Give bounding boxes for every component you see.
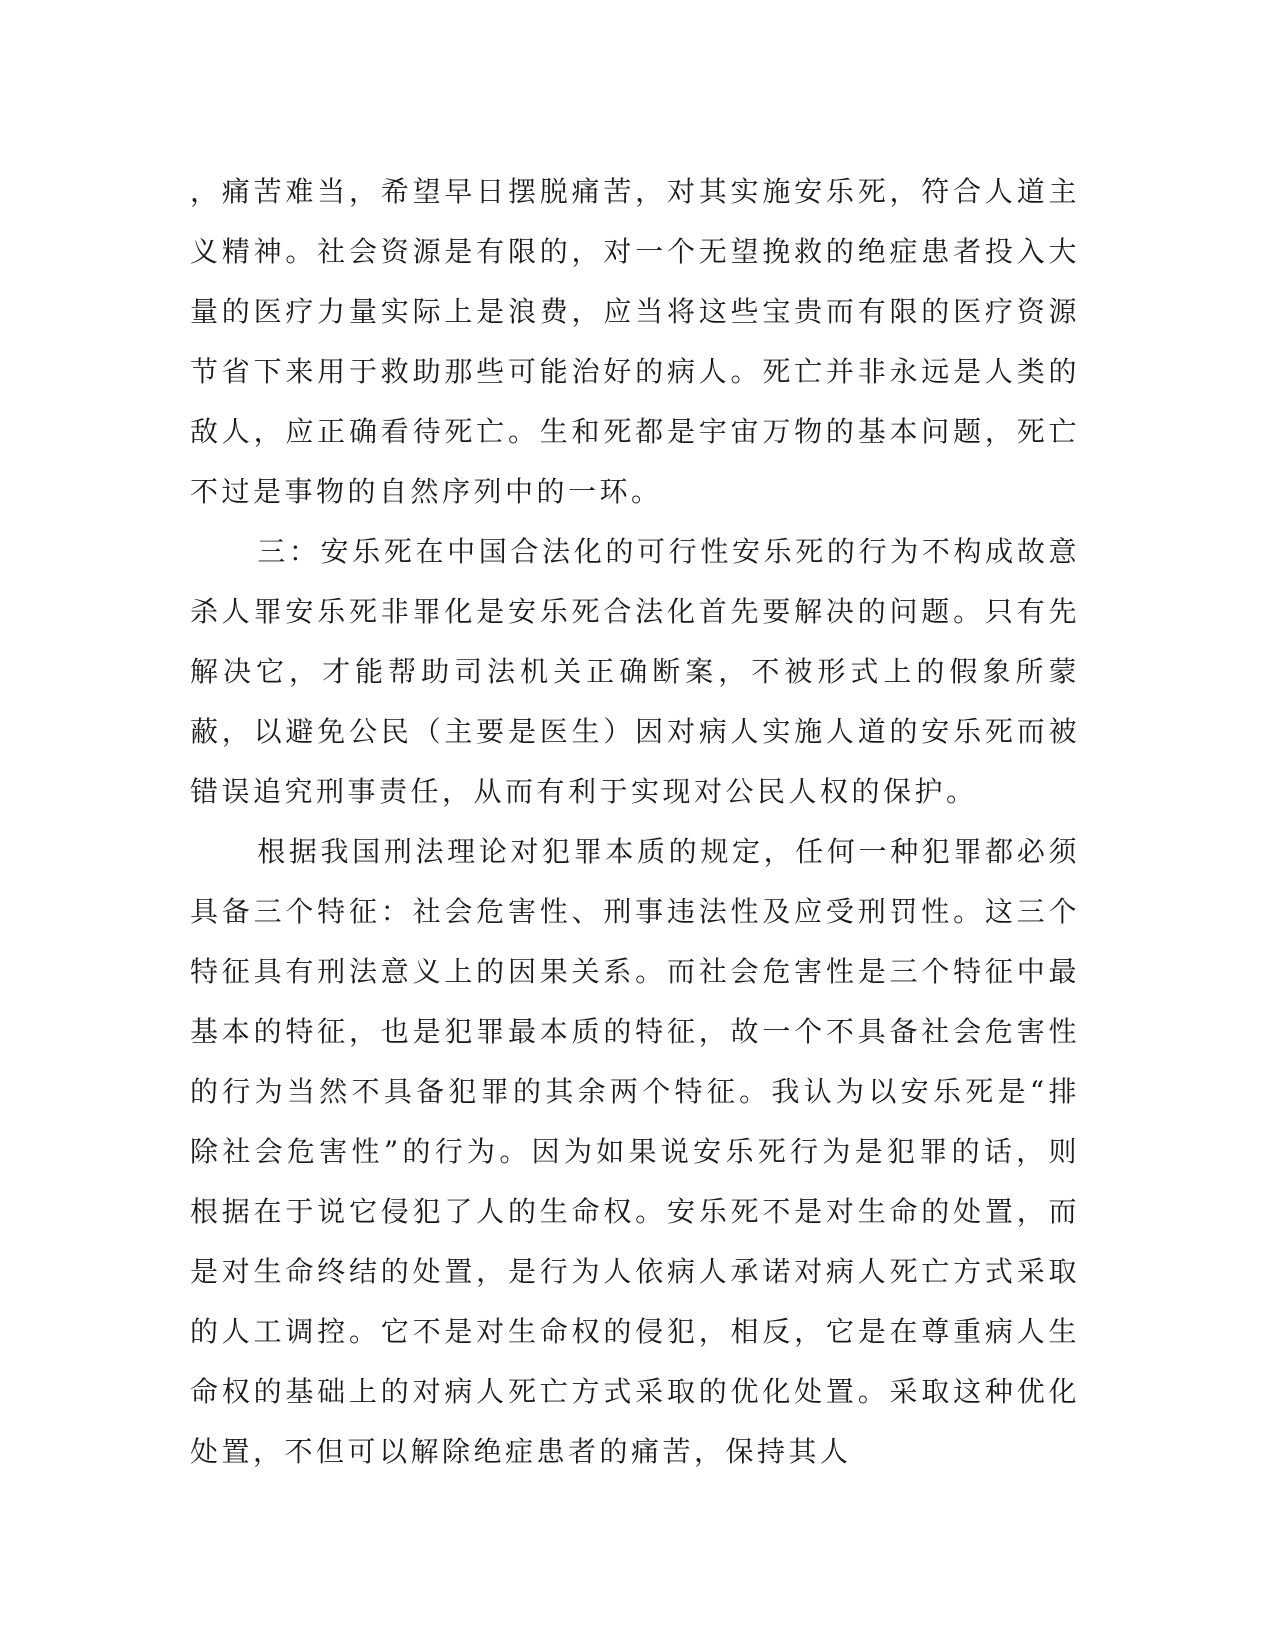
paragraph-continuation: ，痛苦难当，希望早日摆脱痛苦，对其实施安乐死，符合人道主义精神。社会资源是有限的，对一个无望挽救的绝症患者投入大量的医疗力量实际上是浪费，应当将这些宝贵而有限的医疗资源节省下来用于救助那些可能治好的病人。死亡并非永远是人类的敌人，应正确看待死亡。生和死都是宇宙万物的基本问题，死亡不过是事物的自然序列中的一环。	[190, 175, 1080, 508]
body-text	[190, 162, 1080, 1482]
paragraph-section-three: 三：安乐死在中国合法化的可行性安乐死的行为不构成故意杀人罪安乐死非罪化是安乐死合法化首先要解决的问题。只有先解决它，才能帮助司法机关正确断案，不被形式上的假象所蒙蔽，以避免公民（主要是医生）因对病人实施人道的安乐死而被错误追究刑事责任，从而有利于实现对公民人权的保护。	[190, 535, 1080, 808]
paragraph-criminal-theory: 根据我国刑法理论对犯罪本质的规定，任何一种犯罪都必须具备三个特征：社会危害性、刑事违法性及应受刑罚性。这三个特征具有刑法意义上的因果关系。而社会危害性是三个特征中最基本的特征，也是犯罪最本质的特征，故一个不具备社会危害性的行为当然不具备犯罪的其余两个特征。我认为以安乐死是“排除社会危害性”的行为。因为如果说安乐死行为是犯罪的话，则根据在于说它侵犯了人的生命权。安乐死不是对生命的处置，而是对生命终结的处置，是行为人依病人承诺对病人死亡方式采取的人工调控。它不是对生命权的侵犯，相反，它是在尊重病人生命权的基础上的对病人死亡方式采取的优化处置。采取这种优化处置，不但可以解除绝症患者的痛苦，保持其人	[190, 835, 1080, 1468]
